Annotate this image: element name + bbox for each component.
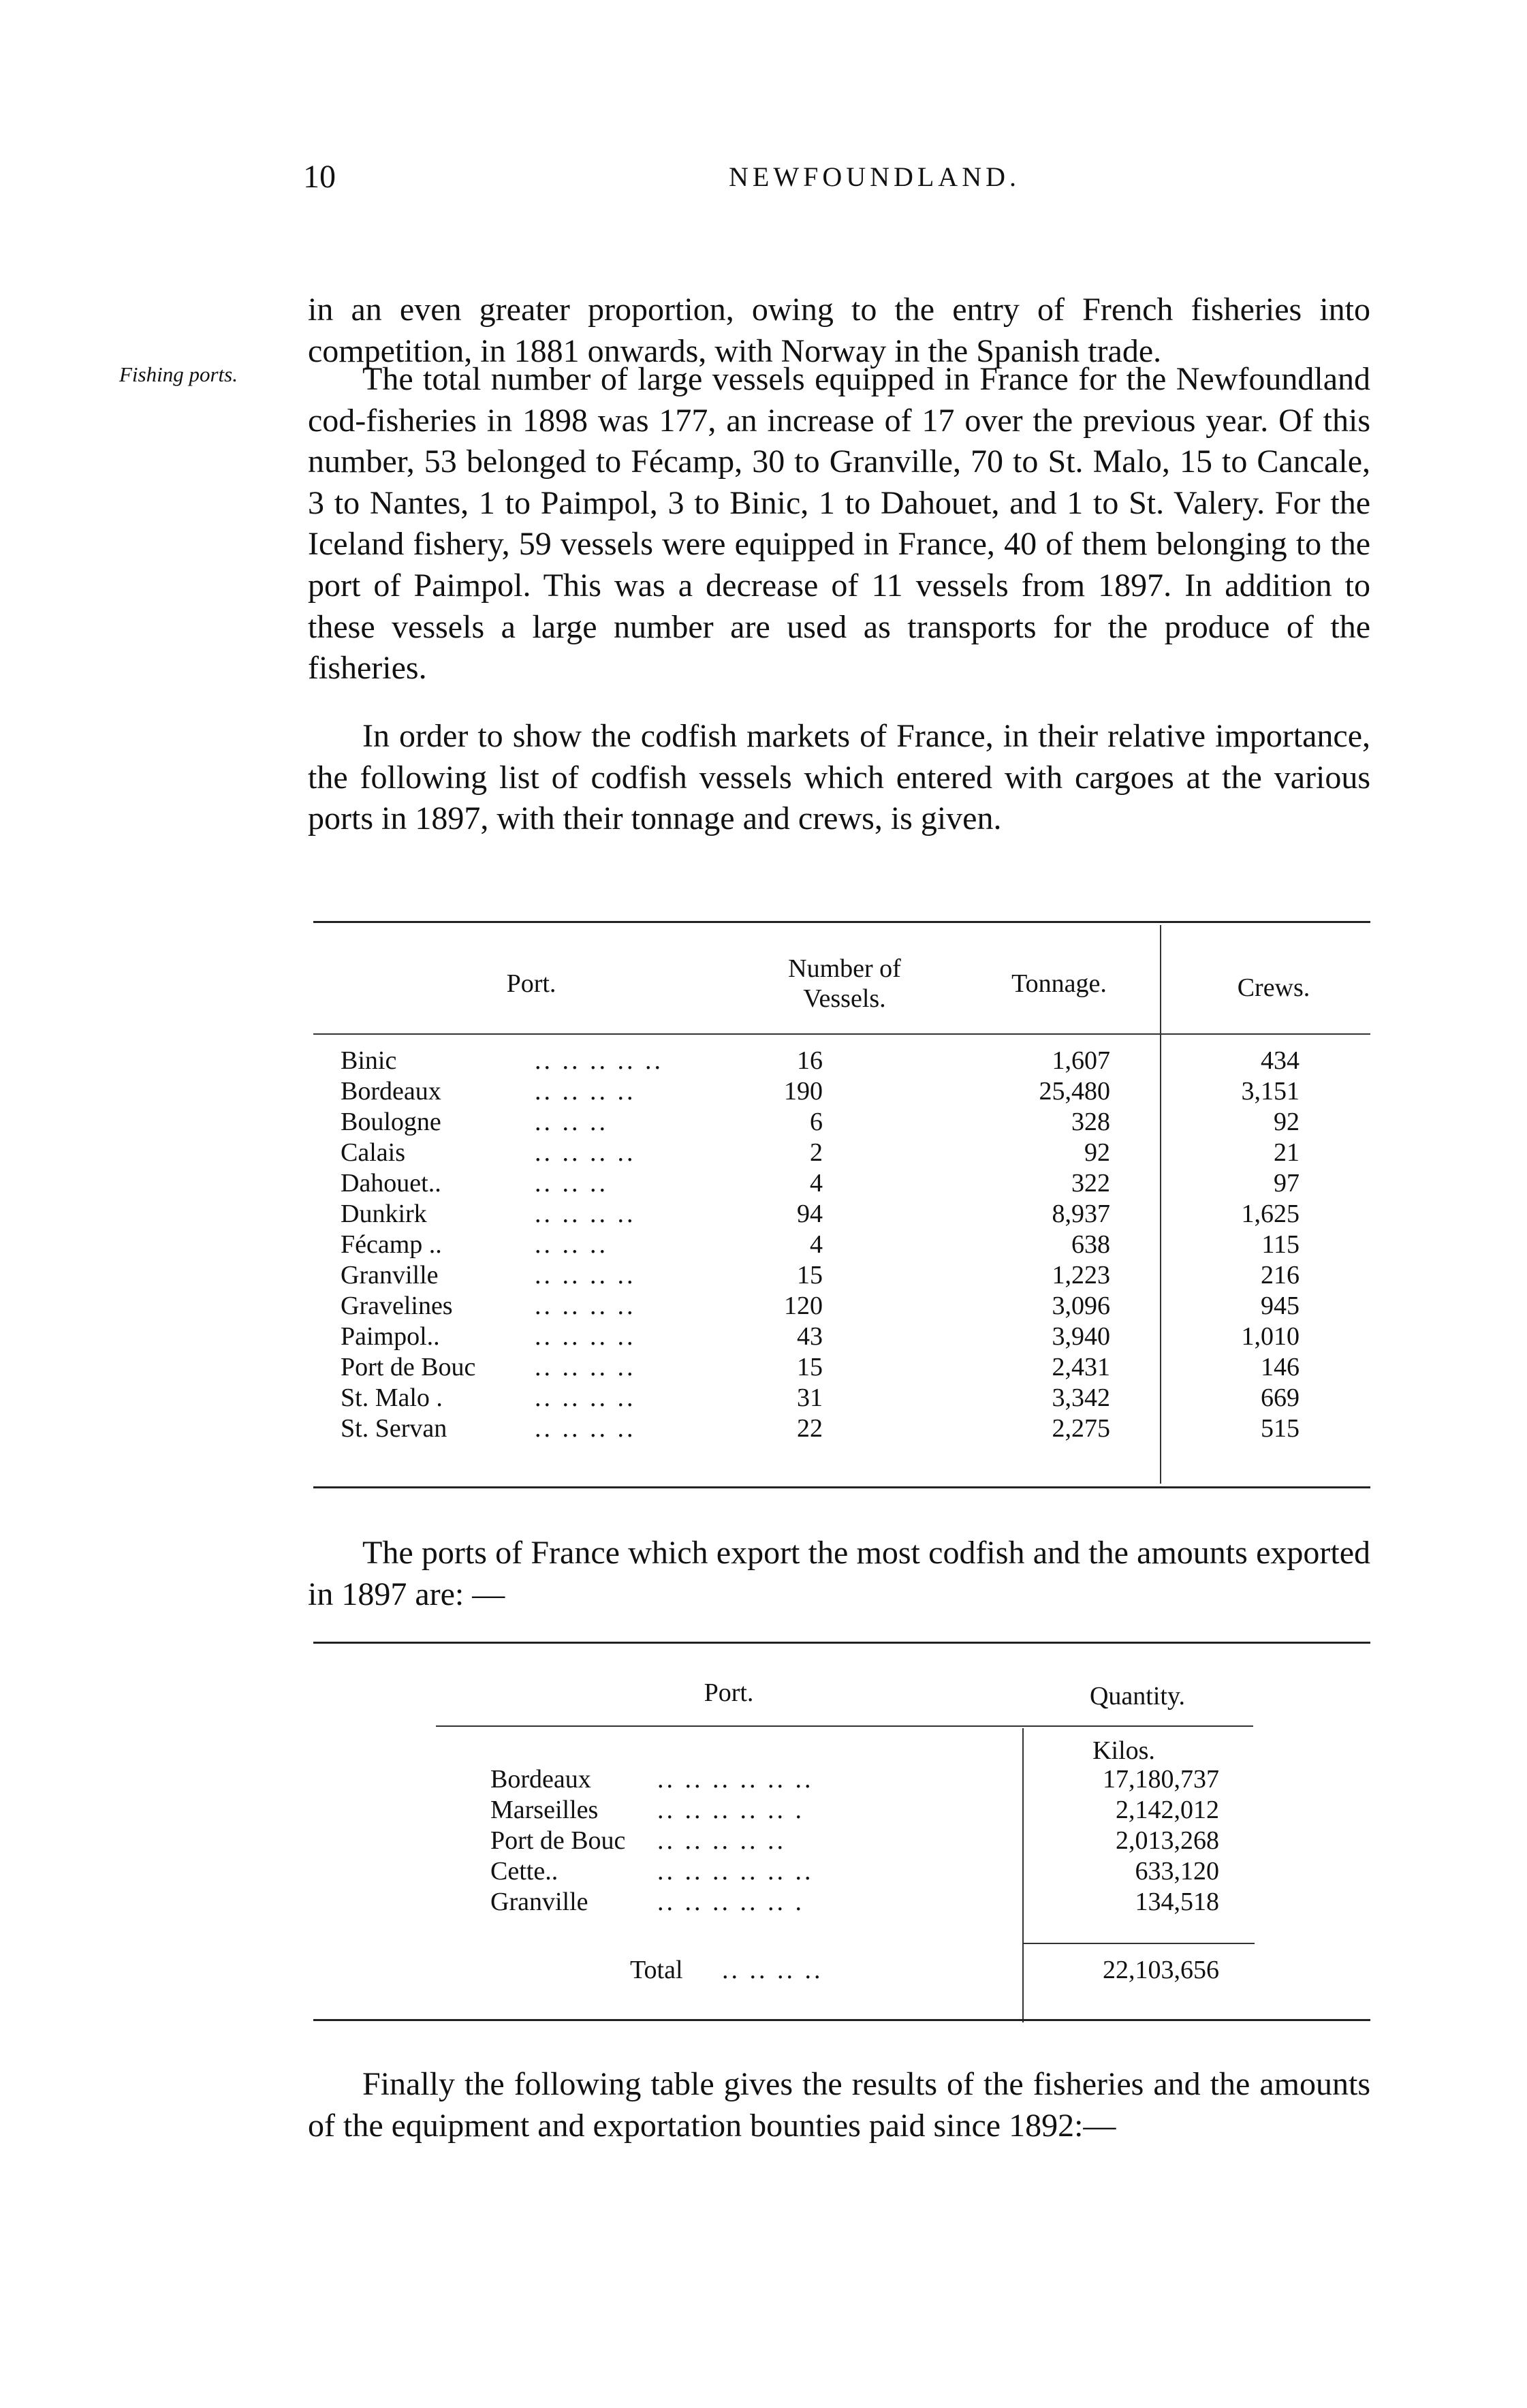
total-value: 22,103,656 [1103, 1956, 1219, 1984]
row-vessels: 15 [797, 1353, 823, 1381]
paragraph-2 [308, 359, 1370, 689]
row-port: Binic [341, 1046, 397, 1075]
header-tonnage: Tonnage. [1011, 969, 1107, 998]
row-port: Calais [341, 1138, 405, 1167]
row-leader-dots: .. .. .. .. [535, 1322, 636, 1351]
row-tonnage: 8,937 [1052, 1200, 1110, 1228]
row-port: St. Malo . [341, 1383, 443, 1412]
export-leader-dots: .. .. .. .. .. .. [657, 1857, 814, 1886]
paragraph-5 [308, 2064, 1370, 2146]
row-tonnage: 2,431 [1052, 1353, 1110, 1381]
row-port: Boulogne [341, 1108, 441, 1136]
row-tonnage: 328 [1071, 1108, 1110, 1136]
header-quantity: Quantity. [1089, 1682, 1185, 1710]
row-port: Bordeaux [341, 1077, 441, 1106]
table2-header-rule [436, 1725, 1253, 1727]
table2-bottom-rule [313, 2019, 1370, 2021]
paragraph-3-text: In order to show the codfish markets of France, in their relative importance, the following list of codfish vessels which entered with cargoes at the various ports in 1897, with their tonnage and crews, is given. [308, 718, 1370, 837]
export-quantity: 2,013,268 [1116, 1826, 1219, 1855]
export-port: Cette.. [490, 1857, 558, 1886]
row-vessels: 22 [797, 1414, 823, 1443]
header-port: Port. [506, 969, 556, 998]
total-rule [1023, 1943, 1255, 1944]
row-crews: 945 [1261, 1292, 1300, 1320]
paragraph-5-text: Finally the following table gives the results of the fisheries and the amounts of the equipment and exportation bounties paid since 1892:— [308, 2066, 1370, 2144]
paragraph-1-text: in an even greater proportion, owing to the entry of French fisheries into competition, in 1881 onwards, with Norway in the Spanish trade. [308, 292, 1370, 369]
export-port: Port de Bouc [490, 1826, 626, 1855]
row-leader-dots: .. .. .. .. [535, 1200, 636, 1228]
export-port: Bordeaux [490, 1765, 591, 1794]
row-tonnage: 1,223 [1052, 1261, 1110, 1289]
row-leader-dots: .. .. .. [535, 1169, 608, 1198]
total-label: Total [630, 1956, 683, 1984]
row-leader-dots: .. .. .. .. [535, 1261, 636, 1289]
row-crews: 3,151 [1241, 1077, 1300, 1106]
row-vessels: 16 [797, 1046, 823, 1075]
row-crews: 115 [1261, 1230, 1300, 1259]
row-vessels: 94 [797, 1200, 823, 1228]
row-port: St. Servan [341, 1414, 447, 1443]
row-leader-dots: .. .. .. .. [535, 1077, 636, 1106]
header-vessels-line1: Number of [788, 954, 901, 983]
row-vessels: 15 [797, 1261, 823, 1289]
row-port: Gravelines [341, 1292, 453, 1320]
header-port-2: Port. [704, 1678, 754, 1707]
row-vessels: 4 [810, 1169, 823, 1198]
quantity-column-rule [1022, 1728, 1024, 2022]
row-tonnage: 3,940 [1052, 1322, 1110, 1351]
row-tonnage: 2,275 [1052, 1414, 1110, 1443]
header-vessels-line2: Vessels. [803, 984, 886, 1013]
table2-top-rule [313, 1642, 1370, 1644]
crews-column-rule [1160, 925, 1161, 1484]
row-tonnage: 3,342 [1052, 1383, 1110, 1412]
row-port: Dunkirk [341, 1200, 427, 1228]
export-quantity: 2,142,012 [1116, 1796, 1219, 1824]
unit-label: Kilos. [1092, 1736, 1155, 1765]
paragraph-2-text: The total number of large vessels equipped in France for the Newfoundland cod-fisheries in 1898 was 177, an increase of 17 over the previous year. Of this number, 53 belonged to Fécamp, 30 to Granville, 70 to St. Malo, 15 to Cancale, 3 to Nantes, 1 to Paimpol, 3 to Binic, 1 to Dahouet, and 1 to St. Valery. For the Iceland fishery, 59 vessels were equipped in France, 40 of them belonging to the port of Paimpol. This was a decrease of 11 vessels from 1897. In addition to these vessels a large number are used as transports for the produce of the fisheries. [308, 361, 1370, 687]
export-leader-dots: .. .. .. .. .. [657, 1826, 786, 1855]
export-leader-dots: .. .. .. .. .. . [657, 1888, 804, 1916]
row-crews: 669 [1261, 1383, 1300, 1412]
row-crews: 1,625 [1241, 1200, 1300, 1228]
row-vessels: 190 [784, 1077, 823, 1106]
row-leader-dots: .. .. .. [535, 1230, 608, 1259]
table-header-rule [313, 1033, 1370, 1035]
row-crews: 21 [1274, 1138, 1300, 1167]
export-leader-dots: .. .. .. .. .. .. [657, 1765, 814, 1794]
row-leader-dots: .. .. .. .. .. [535, 1046, 663, 1075]
row-leader-dots: .. .. .. .. [535, 1353, 636, 1381]
row-crews: 146 [1261, 1353, 1300, 1381]
row-vessels: 43 [797, 1322, 823, 1351]
row-vessels: 4 [810, 1230, 823, 1259]
row-vessels: 120 [784, 1292, 823, 1320]
row-leader-dots: .. .. .. .. [535, 1292, 636, 1320]
row-tonnage: 3,096 [1052, 1292, 1110, 1320]
row-leader-dots: .. .. .. .. [535, 1138, 636, 1167]
row-leader-dots: .. .. .. [535, 1108, 608, 1136]
row-crews: 1,010 [1241, 1322, 1300, 1351]
row-tonnage: 25,480 [1039, 1077, 1110, 1106]
margin-note: Fishing ports. [119, 362, 238, 386]
export-leader-dots: .. .. .. .. .. . [657, 1796, 804, 1824]
paragraph-3 [308, 716, 1370, 840]
table-bottom-rule [313, 1486, 1370, 1488]
paragraph-4-text: The ports of France which export the most codfish and the amounts exported in 1897 are: — [308, 1535, 1370, 1612]
running-title: NEWFOUNDLAND. [729, 161, 1020, 192]
row-crews: 97 [1274, 1169, 1300, 1198]
row-port: Fécamp .. [341, 1230, 442, 1259]
row-tonnage: 322 [1071, 1169, 1110, 1198]
row-tonnage: 92 [1084, 1138, 1110, 1167]
row-vessels: 2 [810, 1138, 823, 1167]
row-port: Granville [341, 1261, 439, 1289]
row-crews: 216 [1261, 1261, 1300, 1289]
export-port: Granville [490, 1888, 588, 1916]
row-vessels: 31 [797, 1383, 823, 1412]
paragraph-4 [308, 1533, 1370, 1615]
table-top-rule [313, 921, 1370, 923]
row-vessels: 6 [810, 1108, 823, 1136]
row-port: Dahouet.. [341, 1169, 441, 1198]
row-port: Port de Bouc [341, 1353, 476, 1381]
row-port: Paimpol.. [341, 1322, 440, 1351]
row-leader-dots: .. .. .. .. [535, 1414, 636, 1443]
export-quantity: 633,120 [1135, 1857, 1219, 1886]
row-crews: 92 [1274, 1108, 1300, 1136]
row-tonnage: 1,607 [1052, 1046, 1110, 1075]
row-crews: 434 [1261, 1046, 1300, 1075]
export-port: Marseilles [490, 1796, 599, 1824]
header-crews: Crews. [1237, 973, 1310, 1002]
export-quantity: 17,180,737 [1103, 1765, 1219, 1794]
row-leader-dots: .. .. .. .. [535, 1383, 636, 1412]
export-quantity: 134,518 [1135, 1888, 1219, 1916]
row-tonnage: 638 [1071, 1230, 1110, 1259]
total-dots: .. .. .. .. [722, 1956, 823, 1984]
row-crews: 515 [1261, 1414, 1300, 1443]
page-number: 10 [303, 159, 336, 195]
